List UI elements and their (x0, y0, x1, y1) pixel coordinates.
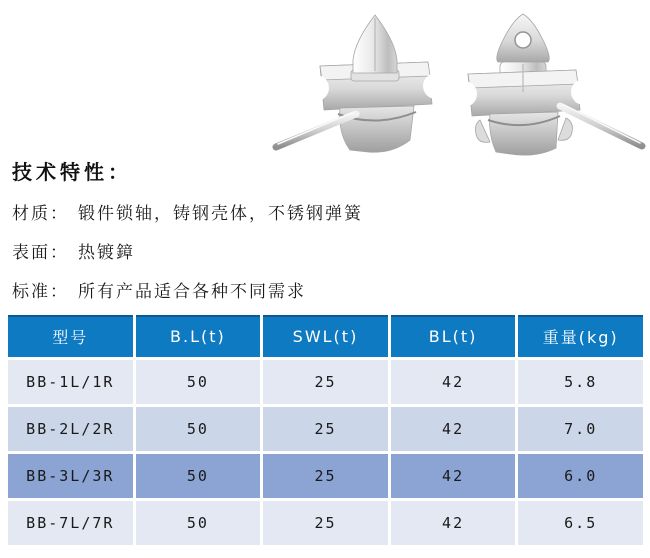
cell-swl: 25 (263, 454, 388, 498)
cell-bl2: 42 (391, 501, 516, 545)
spec-value-surface: 热镀鏱 (78, 243, 135, 263)
spec-value-material: 锻件锁轴，铸钢壳体，不锈钢弹簧 (78, 204, 363, 224)
column-header-weight: 重量(kg) (518, 315, 643, 357)
column-header-swl: SWL(t) (263, 315, 388, 357)
spec-label-surface: 表面： (12, 243, 69, 263)
cell-model: BB-3L/3R (8, 454, 133, 498)
twistlock-cone-image (276, 15, 449, 152)
cell-weight: 6.0 (518, 454, 643, 498)
cell-bl: 50 (136, 360, 261, 404)
column-header-bl2: BL(t) (391, 315, 516, 357)
spec-line-material (12, 199, 363, 224)
table-row (8, 501, 643, 545)
table-row (8, 454, 643, 498)
table-row (8, 407, 643, 451)
cell-swl: 25 (263, 501, 388, 545)
spec-label-material: 材质： (12, 204, 69, 224)
cell-bl: 50 (136, 407, 261, 451)
cell-swl: 25 (263, 360, 388, 404)
cell-bl2: 42 (391, 360, 516, 404)
column-header-bl: B.L(t) (136, 315, 261, 357)
column-header-model: 型号 (8, 315, 133, 357)
cell-weight: 6.5 (518, 501, 643, 545)
cell-bl: 50 (136, 501, 261, 545)
cell-swl: 25 (263, 407, 388, 451)
spec-value-standard: 所有产品适合各种不同需求 (78, 282, 306, 302)
table-row (8, 360, 643, 404)
spec-line-standard (12, 277, 306, 302)
cell-bl2: 42 (391, 454, 516, 498)
spec-label-standard: 标准： (12, 282, 69, 302)
cell-bl2: 42 (391, 407, 516, 451)
cell-bl: 50 (136, 454, 261, 498)
product-photos (252, 2, 650, 162)
cell-weight: 5.8 (518, 360, 643, 404)
cell-weight: 7.0 (518, 407, 643, 451)
table-header-row (8, 315, 643, 357)
cell-model: BB-7L/7R (8, 501, 133, 545)
product-photos-svg (252, 2, 650, 162)
spec-line-surface (12, 238, 135, 263)
cell-model: BB-1L/1R (8, 360, 133, 404)
cell-model: BB-2L/2R (8, 407, 133, 451)
section-title: 技术特性： (12, 160, 132, 184)
spec-table (5, 312, 646, 548)
twistlock-lifting-eye-image (451, 14, 642, 155)
